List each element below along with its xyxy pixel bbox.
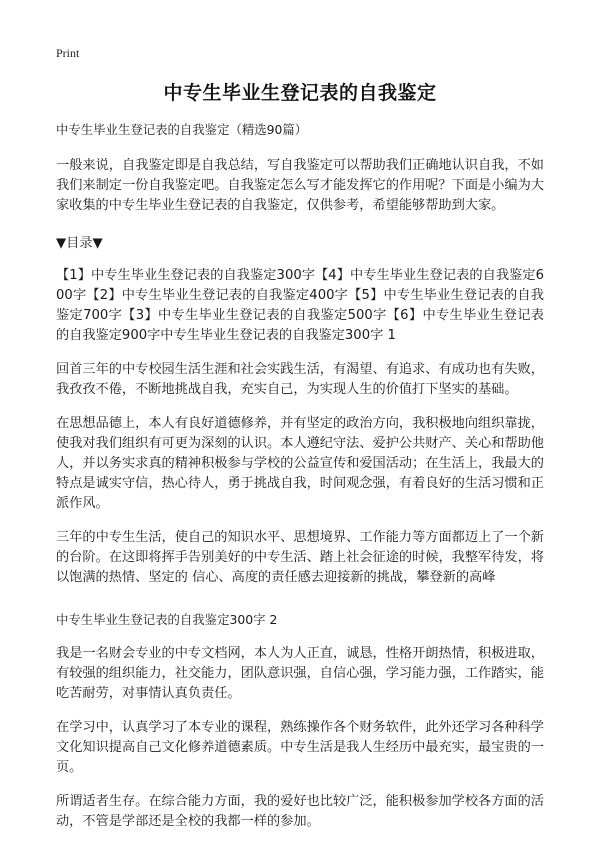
document-subtitle: 中专生毕业生登记表的自我鉴定（精选90篇） (56, 122, 308, 137)
toc-label: ▼目录▼ (56, 236, 103, 251)
toc-list[interactable]: 【1】中专生毕业生登记表的自我鉴定300字【4】中专生毕业生登记表的自我鉴定600字【2】中专生毕业生登记表的自我鉴定400字【5】中专生毕业生登记表的自我鉴定700字【3】中专生毕业生登记表的自我鉴定500字【6】中专生毕业生登记表的自我鉴定900字中专生毕业生登记表的自我鉴定300字 1 (56, 268, 544, 343)
section-1-paragraph-3: 三年的中专生生活，使自己的知识水平、思想境界、工作能力等方面都迈上了一个新的台阶。在这即将挥手告别美好的中专生活、踏上社会征途的时候，我整军待发，将以饱满的热情、坚定的 信心、高度的责任感去迎接新的挑战，攀登新的高峰 (56, 530, 544, 585)
section-2-paragraph-3: 所谓适者生存。在综合能力方面，我的爱好也比较广泛，能积极参加学校各方面的活动，不管是学部还是全校的我都一样的参加。 (56, 794, 544, 829)
section-2-heading: 中专生毕业生登记表的自我鉴定300字 2 (56, 612, 278, 627)
page-title: 中专生毕业生登记表的自我鉴定 (163, 82, 437, 104)
section-1-paragraph-1: 回首三年的中专校园生活生涯和社会实践生活，有渴望、有追求、有成功也有失败，我孜孜不倦，不断地挑战自我，充实自己，为实现人生的价值打下坚实的基础。 (56, 362, 544, 397)
print-link[interactable]: Print (56, 46, 80, 60)
section-2-paragraph-1: 我是一名财会专业的中专文档网，本人为人正直，诚恳，性格开朗热情，积极进取，有较强的组织能力，社交能力，团队意识强，自信心强，学习能力强，工作踏实，能吃苦耐劳，对事情认真负责任。 (56, 646, 544, 701)
section-1-paragraph-2: 在思想品德上，本人有良好道德修养，并有坚定的政治方向，我积极地向组织靠拢，使我对我们组织有可更为深刻的认识。本人遵纪守法、爱护公共财产、关心和帮助他人，并以务实求真的精神积极参与学校的公益宣传和爱国活动；在生活上，我最大的特点是诚实守信，热心待人，勇于挑战自我，时间观念强，有着良好的生活习惯和正派作风。 (56, 416, 544, 511)
intro-paragraph: 一般来说，自我鉴定即是自我总结，写自我鉴定可以帮助我们正确地认识自我，不如我们来制定一份自我鉴定吧。自我鉴定怎么写才能发挥它的作用呢？下面是小编为大家收集的中专生毕业生登记表的自我鉴定，仅供参考，希望能够帮助到大家。 (56, 158, 544, 213)
document-body (56, 120, 544, 846)
section-2-paragraph-2: 在学习中，认真学习了本专业的课程，熟练操作各个财务软件，此外还学习各种科学文化知识提高自己文化修养道德素质。中专生活是我人生经历中最充实，最宝贵的一页。 (56, 720, 544, 775)
